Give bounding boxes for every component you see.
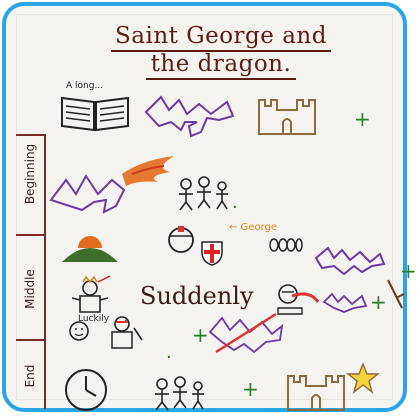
plus-sign: +	[400, 259, 417, 283]
star-icon	[346, 362, 380, 394]
plus-sign: +	[370, 290, 387, 314]
period-dot: .	[232, 192, 238, 213]
period-dot: .	[123, 306, 129, 327]
plus-sign: +	[192, 323, 209, 347]
section-middle	[16, 234, 44, 341]
plus-sign: +	[242, 377, 259, 401]
title-line-1: Saint George and	[115, 23, 327, 49]
book-icon	[60, 92, 130, 132]
people-icon	[152, 374, 212, 414]
section-end	[16, 339, 44, 411]
fire-dragon-icon	[46, 150, 176, 220]
section-label-middle: Middle	[23, 268, 37, 309]
footprints-icon	[268, 236, 302, 254]
paper-sheet	[16, 14, 417, 401]
castle-icon	[286, 370, 346, 412]
luckily-face-icon	[68, 318, 90, 344]
dragon-icon	[314, 244, 386, 280]
title-line-2: the dragon.	[150, 51, 292, 78]
suddenly-word: Suddenly	[140, 282, 254, 310]
shield-icon	[200, 240, 224, 266]
page-title	[96, 24, 346, 80]
castle-icon	[257, 94, 317, 136]
people-icon	[176, 174, 236, 214]
defeated-dragon-icon	[206, 308, 286, 358]
a-long-label: A long...	[66, 81, 104, 91]
title-underline-2	[146, 78, 296, 80]
knight-icon	[104, 314, 144, 350]
knight-head-icon	[164, 222, 198, 256]
king-icon	[68, 276, 112, 316]
clock-icon	[62, 366, 110, 414]
section-sidebar	[16, 134, 46, 409]
dragon-icon	[141, 92, 241, 142]
dragon-icon	[322, 290, 368, 314]
section-label-end: End	[23, 364, 37, 388]
section-beginning	[16, 134, 44, 211]
hill-sunrise-icon	[60, 230, 120, 264]
sword-icon	[386, 278, 406, 312]
photo-frame	[2, 2, 417, 412]
section-label-beginning: Beginning	[23, 143, 37, 204]
plus-sign: +	[354, 107, 371, 131]
george-label: ← George	[229, 222, 278, 233]
luckily-label: Luckily	[78, 314, 110, 324]
period-dot: .	[166, 342, 172, 363]
